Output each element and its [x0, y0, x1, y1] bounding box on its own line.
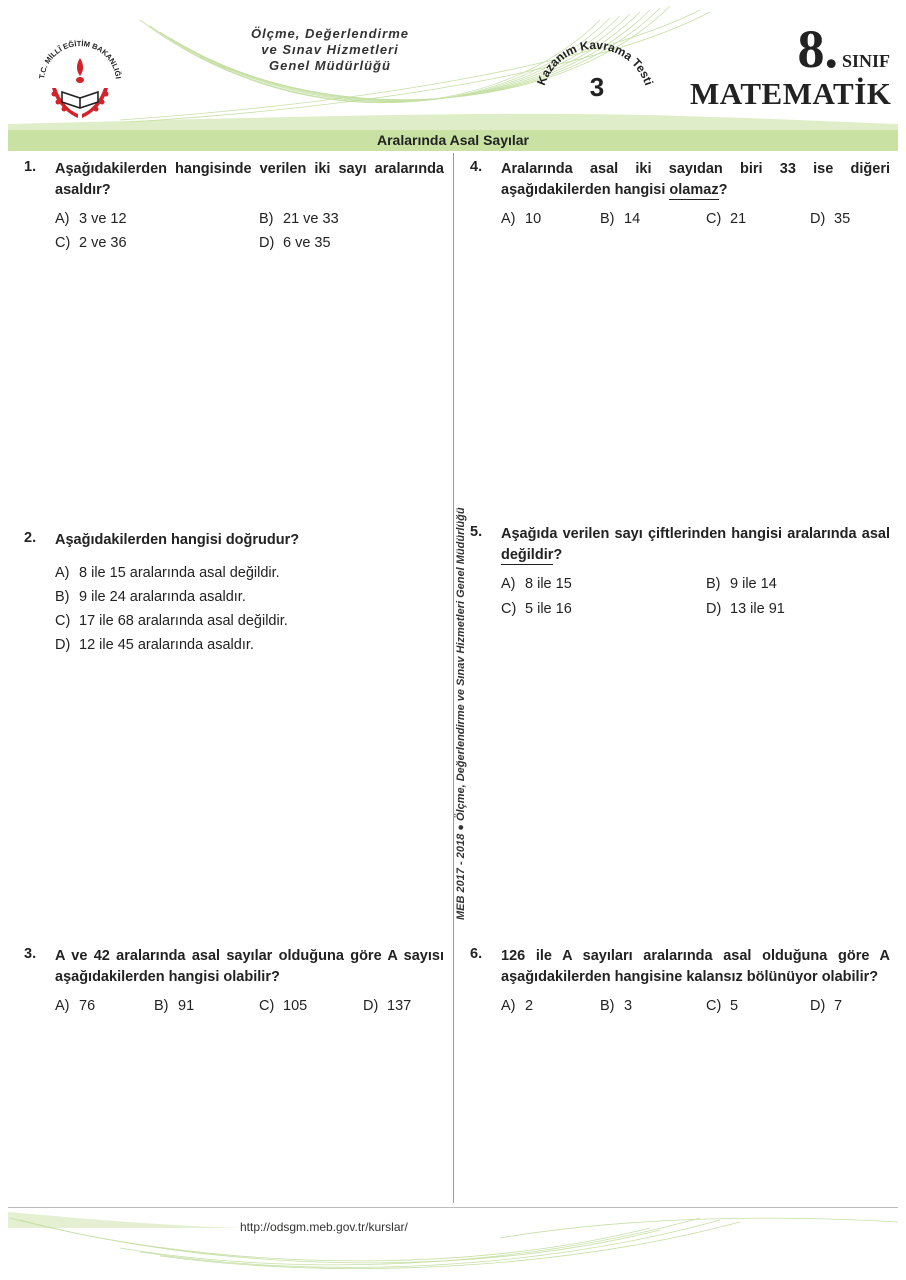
option-text: 17 ile 68 aralarında asal değildir. — [79, 613, 288, 629]
question-text: Aşağıdakilerden hangisi doğrudur? — [55, 532, 300, 548]
org-line-3: Genel Müdürlüğü — [269, 58, 391, 73]
option-text: 35 — [834, 211, 851, 227]
question-number: 4. — [470, 159, 483, 175]
option-b[interactable] — [706, 576, 777, 592]
option-c[interactable] — [55, 609, 444, 633]
option-b[interactable] — [600, 211, 640, 227]
option-text: 137 — [387, 998, 412, 1014]
option-letter: D) — [810, 211, 826, 227]
option-text: 8 ile 15 aralarında asal değildir. — [79, 565, 280, 581]
option-a[interactable] — [55, 561, 444, 585]
question-text: A ve 42 aralarında asal sayılar olduğuna göre A sayısı aşağıdakilerden hangisi olabilir? — [55, 948, 444, 985]
option-text: 105 — [283, 998, 308, 1014]
option-a[interactable] — [501, 576, 572, 592]
answer-options — [501, 998, 890, 1022]
option-text: 9 ile 14 — [730, 576, 777, 592]
question-number: 5. — [470, 524, 483, 540]
option-letter: D) — [706, 601, 722, 617]
answer-options — [55, 561, 444, 657]
answer-options — [501, 211, 890, 235]
question-text — [501, 524, 890, 566]
answer-options — [55, 998, 444, 1022]
question-number: 2. — [24, 530, 37, 546]
option-d[interactable] — [810, 211, 850, 227]
option-letter: C) — [55, 235, 71, 251]
question-text — [501, 159, 890, 201]
option-c[interactable] — [259, 998, 307, 1014]
question-underlined-word: değildir — [501, 547, 554, 563]
answer-options — [55, 211, 444, 267]
option-letter: C) — [55, 613, 71, 629]
option-letter: D) — [363, 998, 379, 1014]
option-text: 12 ile 45 aralarında asaldır. — [79, 637, 254, 653]
answer-options — [501, 576, 890, 632]
question-3 — [24, 946, 444, 1022]
org-line-1: Ölçme, Değerlendirme — [251, 26, 409, 41]
option-text: 7 — [834, 998, 843, 1014]
question-text-part: Aşağıda verilen sayı çiftlerinden hangisi aralarında asal — [501, 526, 890, 542]
option-d[interactable] — [55, 633, 444, 657]
option-d[interactable] — [706, 601, 785, 617]
option-letter: D) — [55, 637, 71, 653]
option-d[interactable] — [259, 235, 331, 251]
option-letter: A) — [501, 211, 516, 227]
question-5 — [470, 524, 890, 632]
question-number: 6. — [470, 946, 483, 962]
option-text: 21 ve 33 — [283, 211, 339, 227]
option-d[interactable] — [363, 998, 411, 1014]
organization-name — [230, 26, 430, 74]
option-b[interactable] — [55, 585, 444, 609]
question-2 — [24, 530, 444, 657]
option-letter: D) — [259, 235, 275, 251]
question-number: 3. — [24, 946, 37, 962]
question-6 — [470, 946, 890, 1022]
option-text: 9 ile 24 aralarında asaldır. — [79, 589, 246, 605]
option-c[interactable] — [706, 211, 746, 227]
option-letter: A) — [55, 998, 70, 1014]
footer-url[interactable]: http://odsgm.meb.gov.tr/kurslar/ — [240, 1220, 408, 1234]
grade-label: SINIF — [841, 51, 890, 71]
option-b[interactable] — [154, 998, 194, 1014]
option-a[interactable] — [55, 998, 95, 1014]
option-text: 6 ve 35 — [283, 235, 331, 251]
option-letter: B) — [259, 211, 274, 227]
footer-wave-decoration — [0, 1208, 906, 1280]
option-text: 3 ve 12 — [79, 211, 127, 227]
option-c[interactable] — [706, 998, 738, 1014]
question-underlined-word: olamaz — [669, 182, 719, 198]
option-d[interactable] — [810, 998, 842, 1014]
question-text: 126 ile A sayıları aralarında asal olduğuna göre A aşağıdakilerden hangisine kalansız bölünüyor olabilir? — [501, 948, 890, 985]
option-letter: C) — [501, 601, 517, 617]
option-letter: B) — [55, 589, 70, 605]
question-1 — [24, 159, 444, 267]
badge-label: Kazanım Kavrama Testi — [534, 40, 656, 88]
question-4 — [470, 159, 890, 235]
option-b[interactable] — [600, 998, 632, 1014]
logo-arc-text: T.C. MİLLÎ EĞİTİM BAKANLIĞI — [37, 38, 123, 80]
option-letter: B) — [706, 576, 721, 592]
option-text: 91 — [178, 998, 195, 1014]
option-text: 2 ve 36 — [79, 235, 127, 251]
option-letter: B) — [154, 998, 169, 1014]
option-letter: A) — [55, 565, 70, 581]
option-text: 5 — [730, 998, 739, 1014]
option-text: 2 — [525, 998, 534, 1014]
topic-title: Aralarında Asal Sayılar — [8, 130, 898, 151]
option-text: 13 ile 91 — [730, 601, 785, 617]
question-number: 1. — [24, 159, 37, 175]
option-letter: A) — [501, 576, 516, 592]
question-text-part: Aralarında asal iki sayıdan biri 33 ise diğeri aşağıdakilerden hangisi — [501, 161, 890, 198]
question-text-end: ? — [553, 547, 563, 563]
option-b[interactable] — [259, 211, 339, 227]
option-a[interactable] — [55, 211, 127, 227]
option-letter: C) — [706, 211, 722, 227]
option-letter: C) — [259, 998, 275, 1014]
option-text: 5 ile 16 — [525, 601, 572, 617]
option-text: 8 ile 15 — [525, 576, 572, 592]
question-text-end: ? — [718, 182, 728, 198]
option-letter: B) — [600, 998, 615, 1014]
grade-heading — [700, 18, 890, 80]
option-text: 10 — [525, 211, 542, 227]
option-c[interactable] — [55, 235, 127, 251]
option-c[interactable] — [501, 601, 572, 617]
page-header — [0, 0, 906, 130]
option-text: 76 — [79, 998, 96, 1014]
ministry-logo — [30, 28, 130, 128]
side-vertical-text: MEB 2017 - 2018 ● Ölçme, Değerlendirme ve Sınav Hizmetleri Genel Müdürlüğü — [455, 507, 467, 920]
org-line-2: ve Sınav Hizmetleri — [261, 42, 399, 57]
subject-title: MATEMATİK — [690, 76, 892, 111]
question-text: Aşağıdakilerden hangisinde verilen iki sayı aralarında asaldır? — [55, 161, 444, 198]
option-letter: B) — [600, 211, 615, 227]
option-letter: C) — [706, 998, 722, 1014]
option-letter: A) — [501, 998, 516, 1014]
option-a[interactable] — [501, 998, 533, 1014]
grade-number: 8. — [797, 19, 838, 79]
option-letter: D) — [810, 998, 826, 1014]
option-letter: A) — [55, 211, 70, 227]
option-text: 14 — [624, 211, 641, 227]
option-a[interactable] — [501, 211, 541, 227]
option-text: 21 — [730, 211, 747, 227]
column-divider — [453, 153, 454, 1203]
test-number: 3 — [589, 72, 605, 102]
option-text: 3 — [624, 998, 633, 1014]
